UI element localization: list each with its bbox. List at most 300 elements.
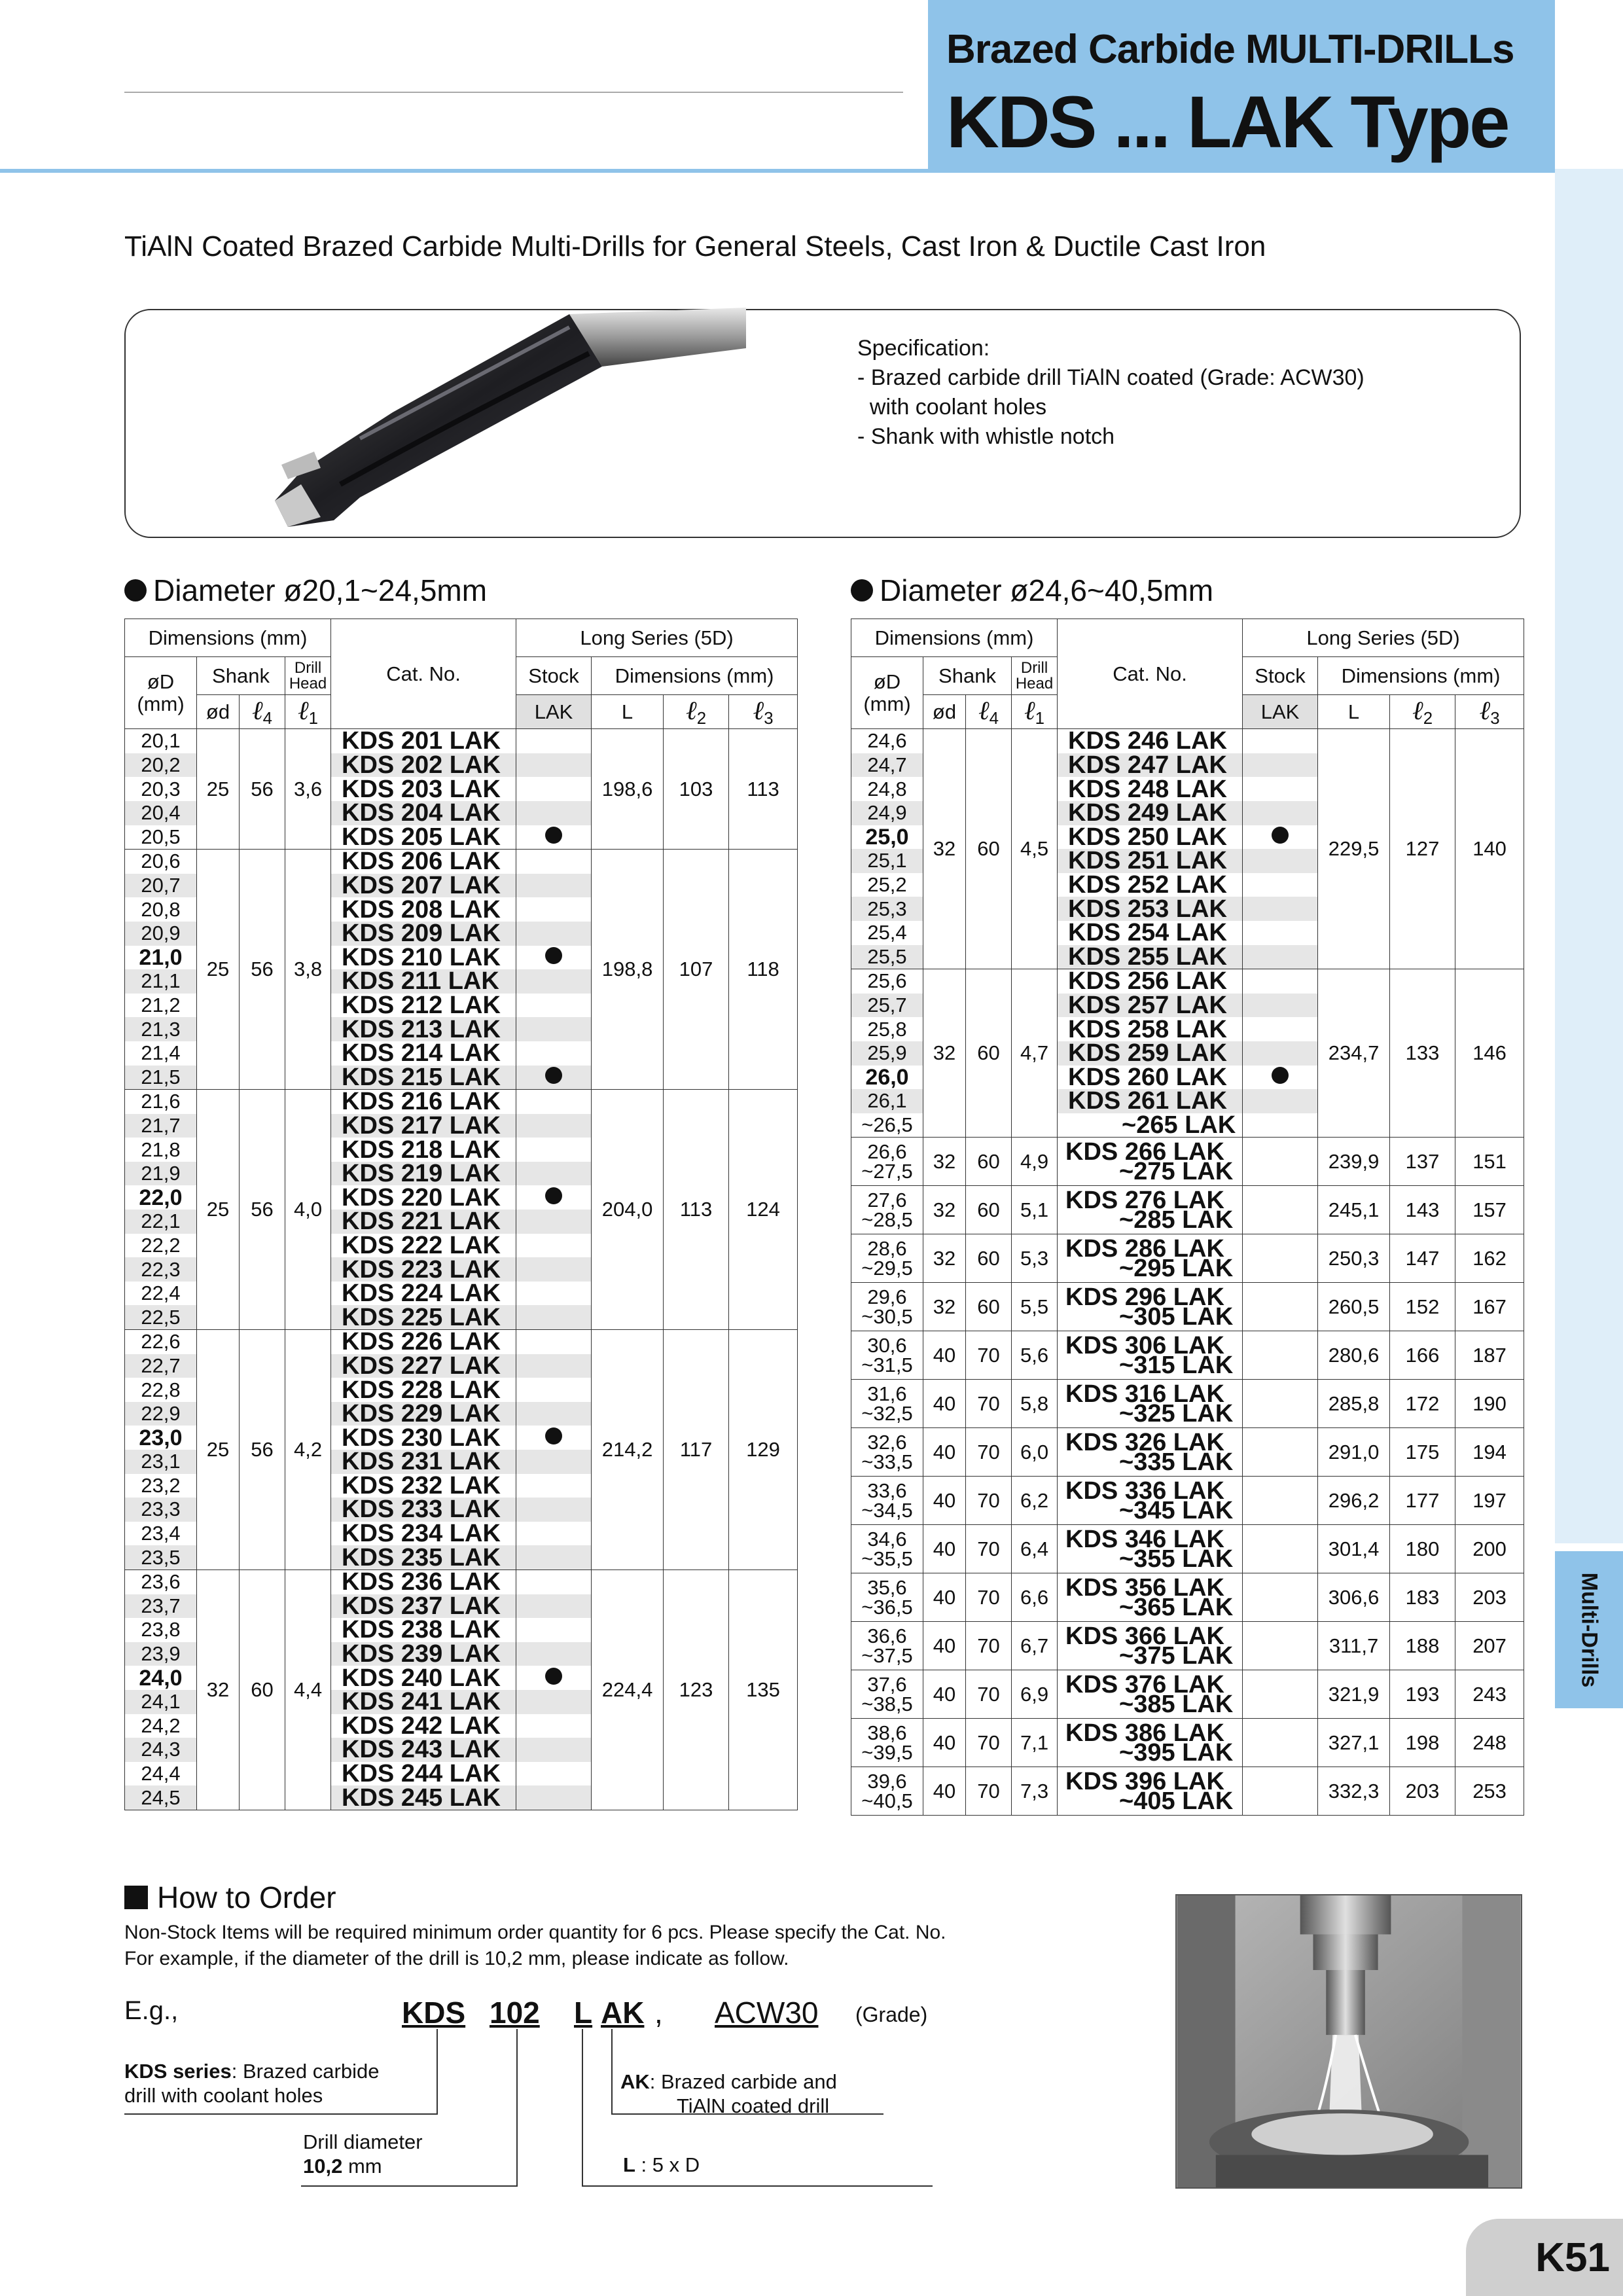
diameter-cell: 23,9 (125, 1642, 197, 1666)
stock-cell (1243, 969, 1318, 994)
code-kds: KDS (402, 1996, 466, 2030)
cat-no-cell: KDS 257 LAK (1058, 994, 1243, 1018)
cat-no-cell: KDS 216 LAK (331, 1090, 516, 1114)
stock-cell (516, 1354, 592, 1378)
l1-cell: 6,9 (1012, 1670, 1058, 1719)
L-cell: 332,3 (1318, 1767, 1390, 1816)
cat-no-cell: KDS 219 LAK (331, 1162, 516, 1186)
diameter-cell: 24,6 (851, 729, 923, 753)
stock-cell (516, 1017, 592, 1041)
diameter-cell: 23,2 (125, 1474, 197, 1498)
stock-cell (516, 1594, 592, 1619)
shank-d-header: ød (197, 695, 240, 729)
stock-cell (1243, 753, 1318, 778)
shank-d-cell: 32 (923, 1186, 966, 1234)
diameter-cell: 22,2 (125, 1234, 197, 1258)
diameter-cell: 24,2 (125, 1714, 197, 1738)
l2-cell: 137 (1390, 1138, 1455, 1186)
diameter-cell: 30,6 ~31,5 (851, 1331, 923, 1380)
diameter-cell: 31,6 ~32,5 (851, 1380, 923, 1428)
stock-cell (516, 801, 592, 825)
cat-no-cell: KDS 250 LAK (1058, 825, 1243, 850)
diameter-cell: ~26,5 (851, 1113, 923, 1138)
cat-no-cell: KDS 366 LAK ~375 LAK (1058, 1622, 1243, 1670)
diameter-cell: 24,5 (125, 1785, 197, 1810)
l1-cell: 6,2 (1012, 1477, 1058, 1525)
L-cell: 198,8 (592, 850, 664, 1090)
stock-cell (516, 1066, 592, 1090)
diameter-cell: 23,7 (125, 1594, 197, 1619)
L-cell: 285,8 (1318, 1380, 1390, 1428)
l3-cell: 253 (1455, 1767, 1524, 1816)
stock-cell (1243, 1380, 1318, 1428)
long-series-header: Long Series (5D) (1243, 619, 1524, 657)
table-row (851, 1283, 1524, 1331)
l1-cell: 5,8 (1012, 1380, 1058, 1428)
diameter-cell: 20,9 (125, 922, 197, 946)
header-strip (0, 169, 1555, 173)
cat-no-cell: KDS 220 LAK (331, 1185, 516, 1210)
stock-cell (516, 1234, 592, 1258)
series-desc: KDS series: Brazed carbide drill with coolant holes (124, 2060, 380, 2107)
l4-cell: 56 (240, 1090, 285, 1330)
l4-cell: 60 (240, 1570, 285, 1810)
diameter-cell: 22,7 (125, 1354, 197, 1378)
shank-d-cell: 40 (923, 1573, 966, 1622)
shank-d-cell: 40 (923, 1428, 966, 1477)
l1-cell: 4,2 (285, 1330, 331, 1570)
l4-cell: 70 (966, 1331, 1012, 1380)
diameter-cell: 22,3 (125, 1257, 197, 1282)
stock-cell (516, 1522, 592, 1546)
stock-cell (1243, 1138, 1318, 1186)
cat-no-cell: KDS 234 LAK (331, 1522, 516, 1546)
specification-text (857, 334, 1364, 452)
diameter-cell: 24,4 (125, 1762, 197, 1786)
stock-cell (1243, 825, 1318, 850)
l3-cell: 248 (1455, 1719, 1524, 1767)
diameter-cell: 36,6 ~37,5 (851, 1622, 923, 1670)
shank-d-cell: 40 (923, 1477, 966, 1525)
cat-no-cell: KDS 227 LAK (331, 1354, 516, 1378)
diameter-cell: 24,8 (851, 777, 923, 801)
square-bullet-icon (124, 1886, 148, 1909)
diameter-cell: 22,6 (125, 1330, 197, 1354)
l2-cell: 152 (1390, 1283, 1455, 1331)
table-row (851, 1380, 1524, 1428)
l4-cell: 56 (240, 729, 285, 850)
cat-no-cell: KDS 259 LAK (1058, 1041, 1243, 1066)
L-cell: 296,2 (1318, 1477, 1390, 1525)
l3-cell: 197 (1455, 1477, 1524, 1525)
l3-cell: 135 (729, 1570, 798, 1810)
l4-cell: 70 (966, 1573, 1012, 1622)
cat-no-cell: KDS 228 LAK (331, 1378, 516, 1402)
stock-cell (516, 946, 592, 970)
l4-cell: 60 (966, 729, 1012, 969)
diameter-cell: 25,2 (851, 873, 923, 897)
diameter-cell: 25,1 (851, 849, 923, 873)
cat-no-cell: KDS 221 LAK (331, 1210, 516, 1234)
shank-d-cell: 32 (923, 1138, 966, 1186)
cat-no-cell: KDS 210 LAK (331, 946, 516, 970)
stock-cell (1243, 1525, 1318, 1573)
diameter-cell: 39,6 ~40,5 (851, 1767, 923, 1816)
l2-cell: 193 (1390, 1670, 1455, 1719)
shank-d-header: ød (923, 695, 966, 729)
stock-cell (1243, 1428, 1318, 1477)
cat-no-cell: KDS 213 LAK (331, 1017, 516, 1041)
l3-cell: 140 (1455, 729, 1524, 969)
diameter-cell: 38,6 ~39,5 (851, 1719, 923, 1767)
stock-cell (516, 1162, 592, 1186)
machining-photo (1175, 1894, 1522, 2189)
cat-no-cell: KDS 237 LAK (331, 1594, 516, 1619)
stock-cell (516, 1305, 592, 1329)
diameter-cell: 23,4 (125, 1522, 197, 1546)
dimensions-header: Dimensions (mm) (125, 619, 331, 657)
order-note-2: For example, if the diameter of the drill is 10,2 mm, please indicate as follow. (124, 1948, 789, 1969)
right-drill-table (851, 619, 1524, 1816)
l2-cell: 133 (1390, 969, 1455, 1138)
order-note-1: Non-Stock Items will be required minimum order quantity for 6 pcs. Please specify the Cat. No. (124, 1922, 946, 1943)
diameter-cell: 25,9 (851, 1041, 923, 1066)
l3-header: ℓ$_3$ (729, 695, 798, 729)
diameter-cell: 29,6 ~30,5 (851, 1283, 923, 1331)
in-stock-icon (545, 1427, 562, 1444)
l1-cell: 6,4 (1012, 1525, 1058, 1573)
l1-cell: 5,3 (1012, 1234, 1058, 1283)
l3-cell: 200 (1455, 1525, 1524, 1573)
cat-no-cell: KDS 261 LAK (1058, 1089, 1243, 1113)
cat-no-cell: KDS 209 LAK (331, 922, 516, 946)
stock-cell (516, 1666, 592, 1690)
diameter-cell: 22,4 (125, 1282, 197, 1306)
shank-header: Shank (197, 657, 285, 695)
cat-no-cell: KDS 242 LAK (331, 1714, 516, 1738)
diameter-cell: 20,8 (125, 897, 197, 922)
cat-no-cell: KDS 230 LAK (331, 1426, 516, 1450)
code-number: 102 (490, 1996, 540, 2030)
table-row (125, 729, 798, 753)
right-table-heading: Diameter ø24,6~40,5mm (851, 573, 1213, 608)
l1-cell: 6,0 (1012, 1428, 1058, 1477)
diameter-cell: 24,9 (851, 801, 923, 825)
L-cell: 198,6 (592, 729, 664, 850)
page-number: K51 (1535, 2234, 1610, 2280)
cat-no-cell: KDS 239 LAK (331, 1642, 516, 1666)
drill-diameter-desc: Drill diameter 10,2 mm (303, 2130, 423, 2178)
diameter-cell: 27,6 ~28,5 (851, 1186, 923, 1234)
l1-cell: 3,6 (285, 729, 331, 850)
l3-cell: 207 (1455, 1622, 1524, 1670)
stock-cell (516, 897, 592, 922)
cat-no-cell: KDS 205 LAK (331, 825, 516, 850)
l3-cell: 203 (1455, 1573, 1524, 1622)
diameter-cell: 21,3 (125, 1017, 197, 1041)
header-rule (124, 92, 903, 93)
cat-no-cell: KDS 240 LAK (331, 1666, 516, 1690)
stock-cell (1243, 1670, 1318, 1719)
stock-cell (1243, 873, 1318, 897)
L-cell: 224,4 (592, 1570, 664, 1810)
stock-cell (1243, 777, 1318, 801)
l2-cell: 143 (1390, 1186, 1455, 1234)
L-cell: 245,1 (1318, 1186, 1390, 1234)
l2-cell: 107 (664, 850, 729, 1090)
l4-cell: 60 (966, 1138, 1012, 1186)
cat-no-cell: KDS 204 LAK (331, 801, 516, 825)
stock-cell (516, 1114, 592, 1138)
cat-no-cell: KDS 225 LAK (331, 1305, 516, 1329)
stock-cell (1243, 921, 1318, 945)
in-stock-icon (1272, 827, 1289, 844)
diameter-cell: 20,5 (125, 825, 197, 850)
table-row (851, 969, 1524, 994)
L-cell: 306,6 (1318, 1573, 1390, 1622)
l1-cell: 5,1 (1012, 1186, 1058, 1234)
cat-no-cell: KDS 223 LAK (331, 1257, 516, 1282)
l2-cell: 177 (1390, 1477, 1455, 1525)
l3-cell: 118 (729, 850, 798, 1090)
lak-header: LAK (1243, 695, 1318, 729)
cat-no-cell: KDS 206 LAK (331, 850, 516, 874)
stock-cell (516, 874, 592, 898)
diameter-cell: 34,6 ~35,5 (851, 1525, 923, 1573)
table-row (851, 1767, 1524, 1816)
stock-cell (1243, 1066, 1318, 1090)
cat-no-cell: KDS 245 LAK (331, 1785, 516, 1810)
cat-no-cell: KDS 258 LAK (1058, 1017, 1243, 1041)
cat-no-cell: KDS 248 LAK (1058, 777, 1243, 801)
l2-cell: 172 (1390, 1380, 1455, 1428)
dims-header: Dimensions (mm) (1318, 657, 1524, 695)
l3-cell: 151 (1455, 1138, 1524, 1186)
diameter-cell: 23,5 (125, 1545, 197, 1570)
l3-cell: 129 (729, 1330, 798, 1570)
page-title-line1: Brazed Carbide MULTI-DRILLs (946, 27, 1514, 72)
od-header: øD (mm) (851, 657, 923, 729)
cat-no-cell: KDS 346 LAK ~355 LAK (1058, 1525, 1243, 1573)
od-header: øD (mm) (125, 657, 197, 729)
shank-d-cell: 25 (197, 1090, 240, 1330)
l3-cell: 162 (1455, 1234, 1524, 1283)
l1-cell: 6,7 (1012, 1622, 1058, 1670)
l2-cell: 123 (664, 1570, 729, 1810)
long-series-header: Long Series (5D) (516, 619, 798, 657)
l2-cell: 188 (1390, 1622, 1455, 1670)
drill-product-image (262, 308, 746, 533)
stock-cell (516, 1738, 592, 1762)
table-row (125, 1570, 798, 1594)
cat-no-cell: KDS 229 LAK (331, 1402, 516, 1426)
cat-no-cell: KDS 214 LAK (331, 1041, 516, 1066)
L-cell: 301,4 (1318, 1525, 1390, 1573)
in-stock-icon (545, 947, 562, 964)
shank-d-cell: 40 (923, 1719, 966, 1767)
diameter-cell: 21,2 (125, 994, 197, 1018)
diameter-cell: 25,4 (851, 921, 923, 945)
diameter-cell: 35,6 ~36,5 (851, 1573, 923, 1622)
stock-cell (516, 825, 592, 850)
cat-no-cell: KDS 218 LAK (331, 1138, 516, 1162)
diameter-cell: 20,1 (125, 729, 197, 753)
stock-cell (516, 1090, 592, 1114)
diameter-cell: 22,5 (125, 1305, 197, 1329)
l2-cell: 183 (1390, 1573, 1455, 1622)
page-title-line2: KDS ... LAK Type (946, 81, 1508, 163)
table-row (851, 1477, 1524, 1525)
diameter-cell: 23,0 (125, 1426, 197, 1450)
cat-no-cell: KDS 244 LAK (331, 1762, 516, 1786)
stock-cell (516, 729, 592, 753)
stock-cell (516, 1450, 592, 1474)
diameter-cell: 20,3 (125, 777, 197, 801)
table-row (851, 1622, 1524, 1670)
stock-cell (1243, 1186, 1318, 1234)
cat-no-cell: KDS 260 LAK (1058, 1066, 1243, 1090)
stock-cell (516, 1545, 592, 1570)
L-cell: 239,9 (1318, 1138, 1390, 1186)
diameter-cell: 21,6 (125, 1090, 197, 1114)
l2-cell: 203 (1390, 1767, 1455, 1816)
l4-header: ℓ$_4$ (240, 695, 285, 729)
l2-cell: 127 (1390, 729, 1455, 969)
cat-no-cell: KDS 236 LAK (331, 1570, 516, 1594)
l4-cell: 70 (966, 1670, 1012, 1719)
diameter-cell: 23,8 (125, 1618, 197, 1642)
diameter-cell: 22,0 (125, 1185, 197, 1210)
stock-cell (1243, 1477, 1318, 1525)
table-row (125, 1330, 798, 1354)
stock-cell (516, 922, 592, 946)
stock-cell (1243, 1767, 1318, 1816)
left-drill-table (124, 619, 798, 1810)
L-cell: 311,7 (1318, 1622, 1390, 1670)
stock-cell (516, 1257, 592, 1282)
shank-d-cell: 32 (923, 1283, 966, 1331)
l2-header: ℓ$_2$ (1390, 695, 1455, 729)
diameter-cell: 21,4 (125, 1041, 197, 1066)
drill-head-header: Drill Head (1012, 657, 1058, 695)
table-row (851, 1331, 1524, 1380)
shank-d-cell: 40 (923, 1622, 966, 1670)
L-cell: 229,5 (1318, 729, 1390, 969)
cat-no-cell: KDS 232 LAK (331, 1474, 516, 1498)
shank-d-cell: 40 (923, 1331, 966, 1380)
cat-no-cell: KDS 238 LAK (331, 1618, 516, 1642)
l4-cell: 70 (966, 1622, 1012, 1670)
stock-cell (516, 1138, 592, 1162)
cat-no-cell: KDS 253 LAK (1058, 897, 1243, 921)
cat-no-cell: KDS 224 LAK (331, 1282, 516, 1306)
diameter-cell: 21,7 (125, 1114, 197, 1138)
cat-no-cell: KDS 233 LAK (331, 1498, 516, 1522)
l1-cell: 4,7 (1012, 969, 1058, 1138)
table-row (851, 1670, 1524, 1719)
shank-d-cell: 25 (197, 729, 240, 850)
stock-cell (516, 1402, 592, 1426)
cat-no-cell: KDS 201 LAK (331, 729, 516, 753)
spec-line: - Shank with whistle notch (857, 424, 1115, 449)
L-header: L (592, 695, 664, 729)
stock-cell (1243, 1283, 1318, 1331)
stock-cell (1243, 1041, 1318, 1066)
diameter-cell: 25,6 (851, 969, 923, 994)
cat-no-cell: KDS 207 LAK (331, 874, 516, 898)
cat-no-cell: KDS 212 LAK (331, 994, 516, 1018)
shank-d-cell: 32 (923, 729, 966, 969)
l4-cell: 60 (966, 1234, 1012, 1283)
cat-no-cell: KDS 316 LAK ~325 LAK (1058, 1380, 1243, 1428)
l1-cell: 4,4 (285, 1570, 331, 1810)
shank-d-cell: 32 (923, 969, 966, 1138)
shank-d-cell: 40 (923, 1767, 966, 1816)
l3-header: ℓ$_3$ (1455, 695, 1524, 729)
stock-cell (1243, 729, 1318, 753)
L-cell: 260,5 (1318, 1283, 1390, 1331)
diameter-cell: 20,6 (125, 850, 197, 874)
bullet-icon (124, 579, 147, 601)
l2-cell: 113 (664, 1090, 729, 1330)
shank-d-cell: 40 (923, 1670, 966, 1719)
stock-cell (1243, 994, 1318, 1018)
l2-header: ℓ$_2$ (664, 695, 729, 729)
diameter-cell: 26,1 (851, 1089, 923, 1113)
stock-cell (516, 1282, 592, 1306)
stock-cell (516, 1570, 592, 1594)
diameter-cell: 26,6 ~27,5 (851, 1138, 923, 1186)
stock-cell (516, 753, 592, 778)
stock-cell (1243, 1622, 1318, 1670)
code-l: L (574, 1996, 593, 2030)
diameter-cell: 24,7 (851, 753, 923, 778)
cat-no-cell: KDS 217 LAK (331, 1114, 516, 1138)
l4-cell: 70 (966, 1719, 1012, 1767)
shank-header: Shank (923, 657, 1012, 695)
table-row (851, 1573, 1524, 1622)
shank-d-cell: 40 (923, 1380, 966, 1428)
l3-cell: 124 (729, 1090, 798, 1330)
dims-header: Dimensions (mm) (592, 657, 798, 695)
dimensions-header: Dimensions (mm) (851, 619, 1058, 657)
L-header: L (1318, 695, 1390, 729)
cat-no-cell: KDS 222 LAK (331, 1234, 516, 1258)
l2-cell: 117 (664, 1330, 729, 1570)
diameter-cell: 22,1 (125, 1210, 197, 1234)
l1-cell: 5,5 (1012, 1283, 1058, 1331)
stock-cell (516, 1618, 592, 1642)
diameter-cell: 23,6 (125, 1570, 197, 1594)
cat-no-cell: KDS 241 LAK (331, 1690, 516, 1714)
diameter-cell: 26,0 (851, 1066, 923, 1090)
l2-cell: 103 (664, 729, 729, 850)
stock-cell (516, 1762, 592, 1786)
L-cell: 234,7 (1318, 969, 1390, 1138)
how-to-order-heading: How to Order (124, 1880, 336, 1915)
diameter-cell: 20,4 (125, 801, 197, 825)
stock-cell (1243, 1089, 1318, 1113)
cat-no-cell: KDS 203 LAK (331, 777, 516, 801)
l4-cell: 60 (966, 1186, 1012, 1234)
stock-cell (516, 1426, 592, 1450)
table-row (851, 1186, 1524, 1234)
L-cell: 321,9 (1318, 1670, 1390, 1719)
diameter-cell: 24,1 (125, 1690, 197, 1714)
cat-no-cell: KDS 226 LAK (331, 1330, 516, 1354)
diameter-cell: 25,5 (851, 945, 923, 969)
l4-cell: 70 (966, 1767, 1012, 1816)
